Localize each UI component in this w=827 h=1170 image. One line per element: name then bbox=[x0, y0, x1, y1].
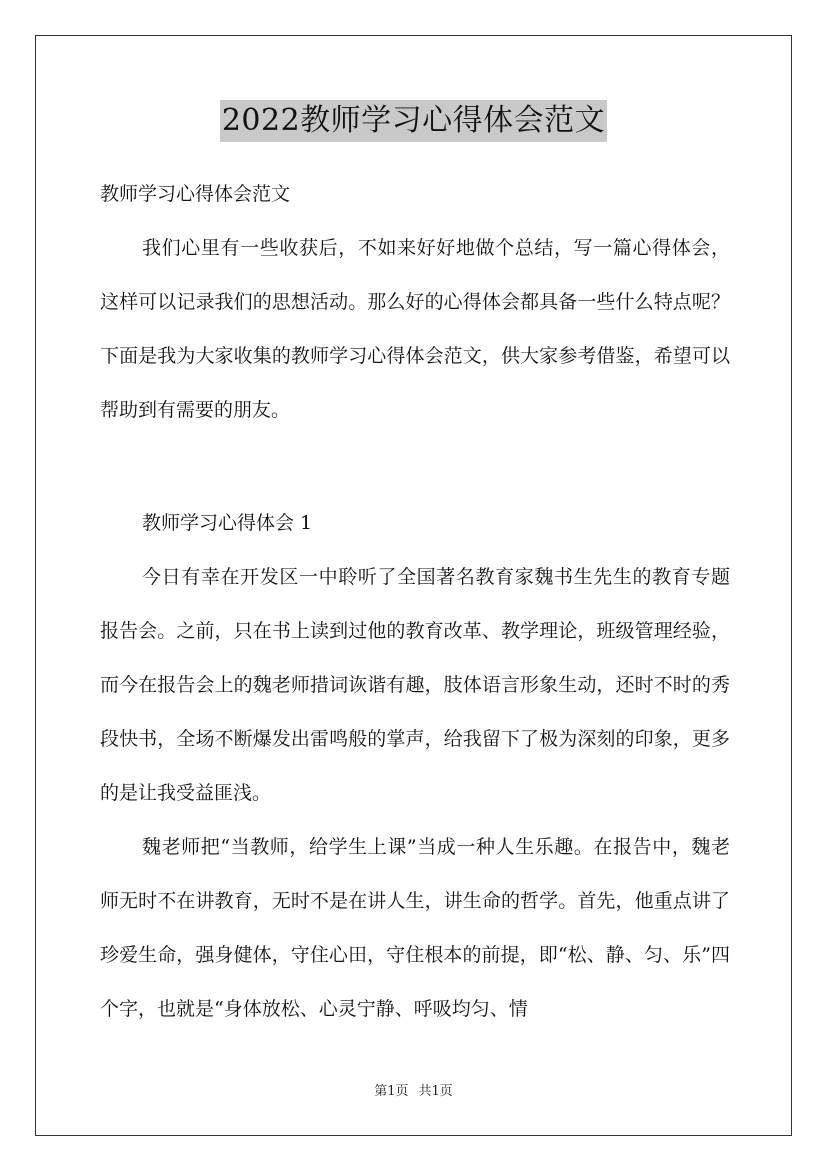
document-title: 2022教师学习心得体会范文 bbox=[220, 100, 607, 142]
body-paragraph-2: 魏老师把“当教师，给学生上课”当成一种人生乐趣。在报告中，魏老师无时不在讲教育，无时不是在讲人生，讲生命的哲学。首先，他重点讲了珍爱生命，强身健体，守住心田，守住根本的前提，即“松、静、匀、乐”四个字，也就是“身体放松、心灵宁静、呼吸均匀、情 bbox=[100, 836, 730, 1020]
title-container bbox=[0, 100, 827, 142]
body-section bbox=[100, 550, 730, 1036]
page-number: 第1页 bbox=[374, 1084, 409, 1099]
intro-section bbox=[100, 221, 730, 437]
page-total: 共1页 bbox=[418, 1084, 453, 1099]
page-footer bbox=[0, 1083, 827, 1101]
document-subtitle: 教师学习心得体会范文 bbox=[100, 183, 291, 205]
intro-paragraph: 我们心里有一些收获后，不如来好好地做个总结，写一篇心得体会，这样可以记录我们的思想活动。那么好的心得体会都具备一些什么特点呢？下面是我为大家收集的教师学习心得体会范文，供大家参考借鉴，希望可以帮助到有需要的朋友。 bbox=[100, 237, 730, 421]
section-heading: 教师学习心得体会 1 bbox=[142, 512, 313, 534]
body-paragraph-1: 今日有幸在开发区一中聆听了全国著名教育家魏书生先生的教育专题报告会。之前，只在书上读到过他的教育改革、教学理论，班级管理经验，而今在报告会上的魏老师措词诙谐有趣，肢体语言形象生动，还时不时的秀段快书，全场不断爆发出雷鸣般的掌声，给我留下了极为深刻的印象，更多的是让我受益匪浅。 bbox=[100, 566, 730, 804]
